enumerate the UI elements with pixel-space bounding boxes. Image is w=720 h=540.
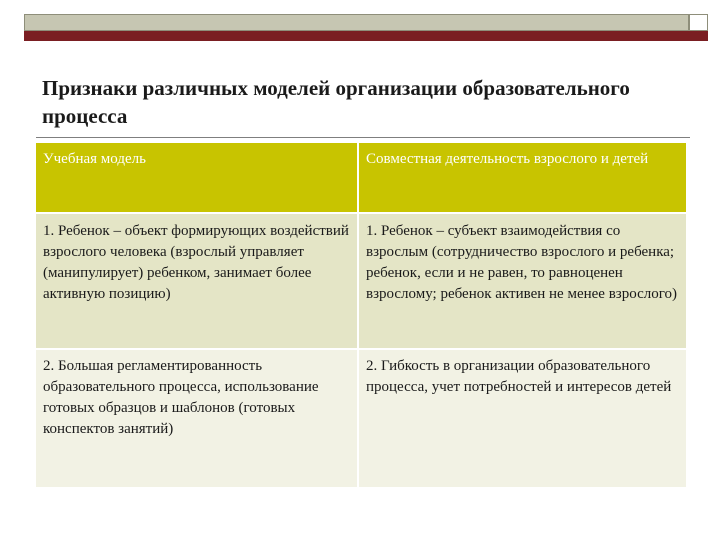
comparison-table [36,143,686,487]
table-header-cell: Совместная деятельность взрослого и детей [359,143,686,214]
table-cell: 2. Гибкость в организации образовательного процесса, учет потребностей и интересов детей [359,350,686,487]
corner-decor-square [689,14,708,31]
title-underline [36,137,690,138]
corner-decor-stripe [689,31,708,41]
top-decor-bar [24,14,689,31]
table-cell: 1. Ребенок – субъект взаимодействия со взрослым (сотрудничество взрослого и ребенка; ребенок, если и не равен, то равноценен взрослому; ребенок активен не менее взрослого) [359,214,686,350]
table-cell: 2. Большая регламентированность образовательного процесса, использование готовых образцов и шаблонов (готовых конспектов занятий) [36,350,359,487]
top-decor-stripe [24,31,689,41]
slide-title: Признаки различных моделей организации образовательного процесса [42,76,630,128]
table-cell: 1. Ребенок – объект формирующих воздействий взрослого человека (взрослый управляет (манипулирует) ребенком, занимает более активную позицию) [36,214,359,350]
corner-decor-box [689,14,708,41]
table-header-cell: Учебная модель [36,143,359,214]
